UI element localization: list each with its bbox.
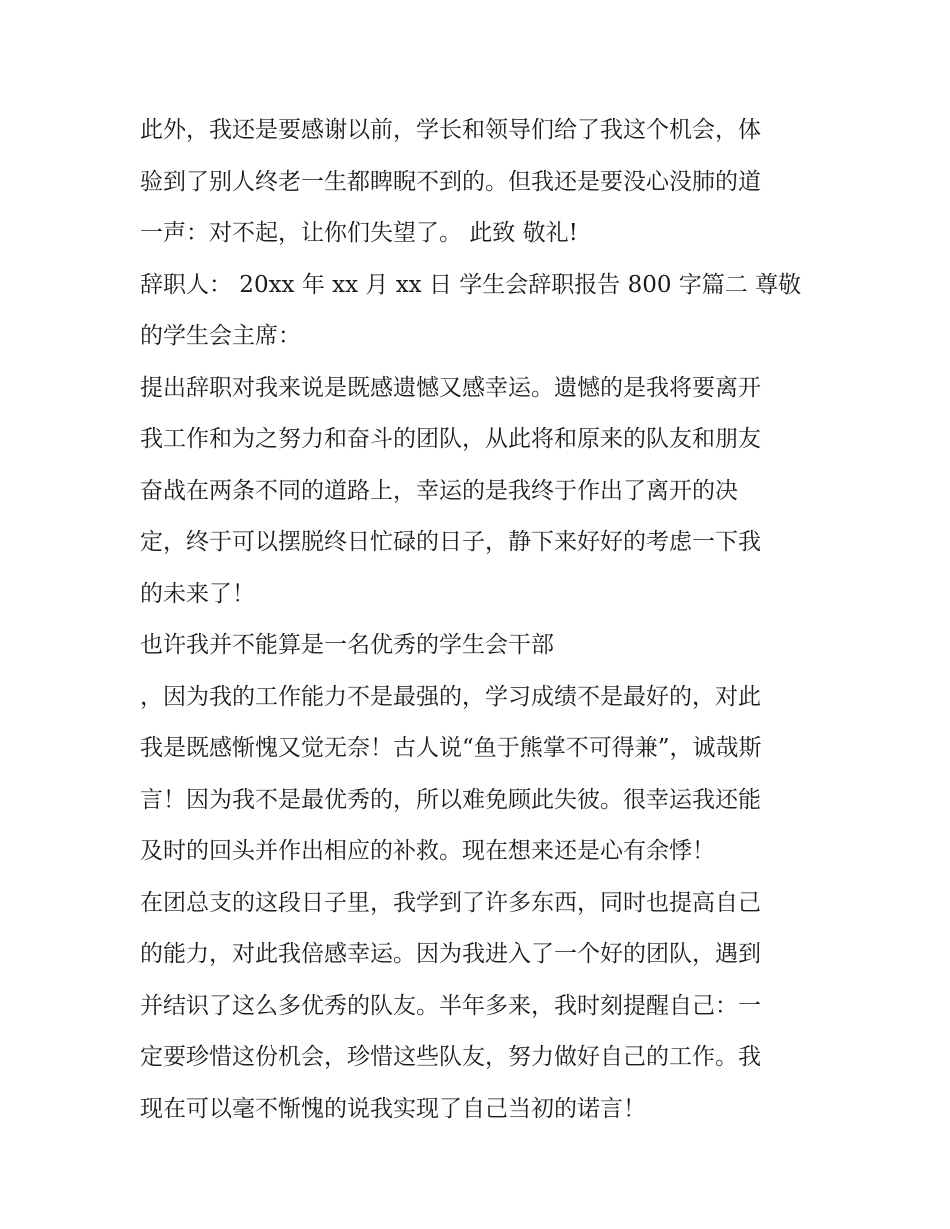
text-line: 一声：对不起，让你们失望了。 此致 敬礼! xyxy=(140,220,578,246)
text-line: 的学生会主席： xyxy=(140,323,301,349)
text-line: 现在可以毫不惭愧的说我实现了自己当初的诺言！ xyxy=(140,1095,646,1122)
text-line: 提出辞职对我来说是既感遗憾又感幸运。遗憾的是我将要离开 xyxy=(140,374,761,401)
body-text xyxy=(140,105,820,1135)
text-line: 奋战在两条不同的道路上，幸运的是我终于作出了离开的决 xyxy=(140,477,738,504)
text-line: ，因为我的工作能力不是最强的，学习成绩不是最好的，对此 xyxy=(140,683,761,710)
text-line: 此外，我还是要感谢以前，学长和领导们给了我这个机会，体 xyxy=(140,117,761,143)
text-line: 验到了别人终老一生都睥睨不到的。但我还是要没心没肺的道 xyxy=(140,168,761,195)
text-line: 言！因为我不是最优秀的，所以难免顾此失彼。很幸运我还能 xyxy=(140,786,761,813)
text-line: 定，终于可以摆脱终日忙碌的日子，静下来好好的考虑一下我 xyxy=(140,529,761,555)
text-line: 我工作和为之努力和奋斗的团队，从此将和原来的队友和朋友 xyxy=(140,426,761,452)
text-line: 辞职人： 20xx 年 xx 月 xx 日 学生会辞职报告 800 字篇二 尊敬 xyxy=(140,271,802,298)
text-line: 并结识了这么多优秀的队友。半年多来，我时刻提醒自己：一 xyxy=(140,992,761,1019)
text-line: 的未来了！ xyxy=(140,580,255,607)
text-line: 在团总支的这段日子里，我学到了许多东西，同时也提高自己 xyxy=(140,889,761,916)
text-line: 也许我并不能算是一名优秀的学生会干部 xyxy=(140,632,554,658)
text-line: 的能力，对此我倍感幸运。因为我进入了一个好的团队，遇到 xyxy=(140,941,761,967)
text-line: 我是既感惭愧又觉无奈！古人说“鱼于熊掌不可得兼”，诚哉斯 xyxy=(140,735,762,761)
text-line: 定要珍惜这份机会，珍惜这些队友，努力做好自己的工作。我 xyxy=(140,1044,761,1070)
text-line: 及时的回头并作出相应的补救。现在想来还是心有余悸！ xyxy=(140,838,715,864)
